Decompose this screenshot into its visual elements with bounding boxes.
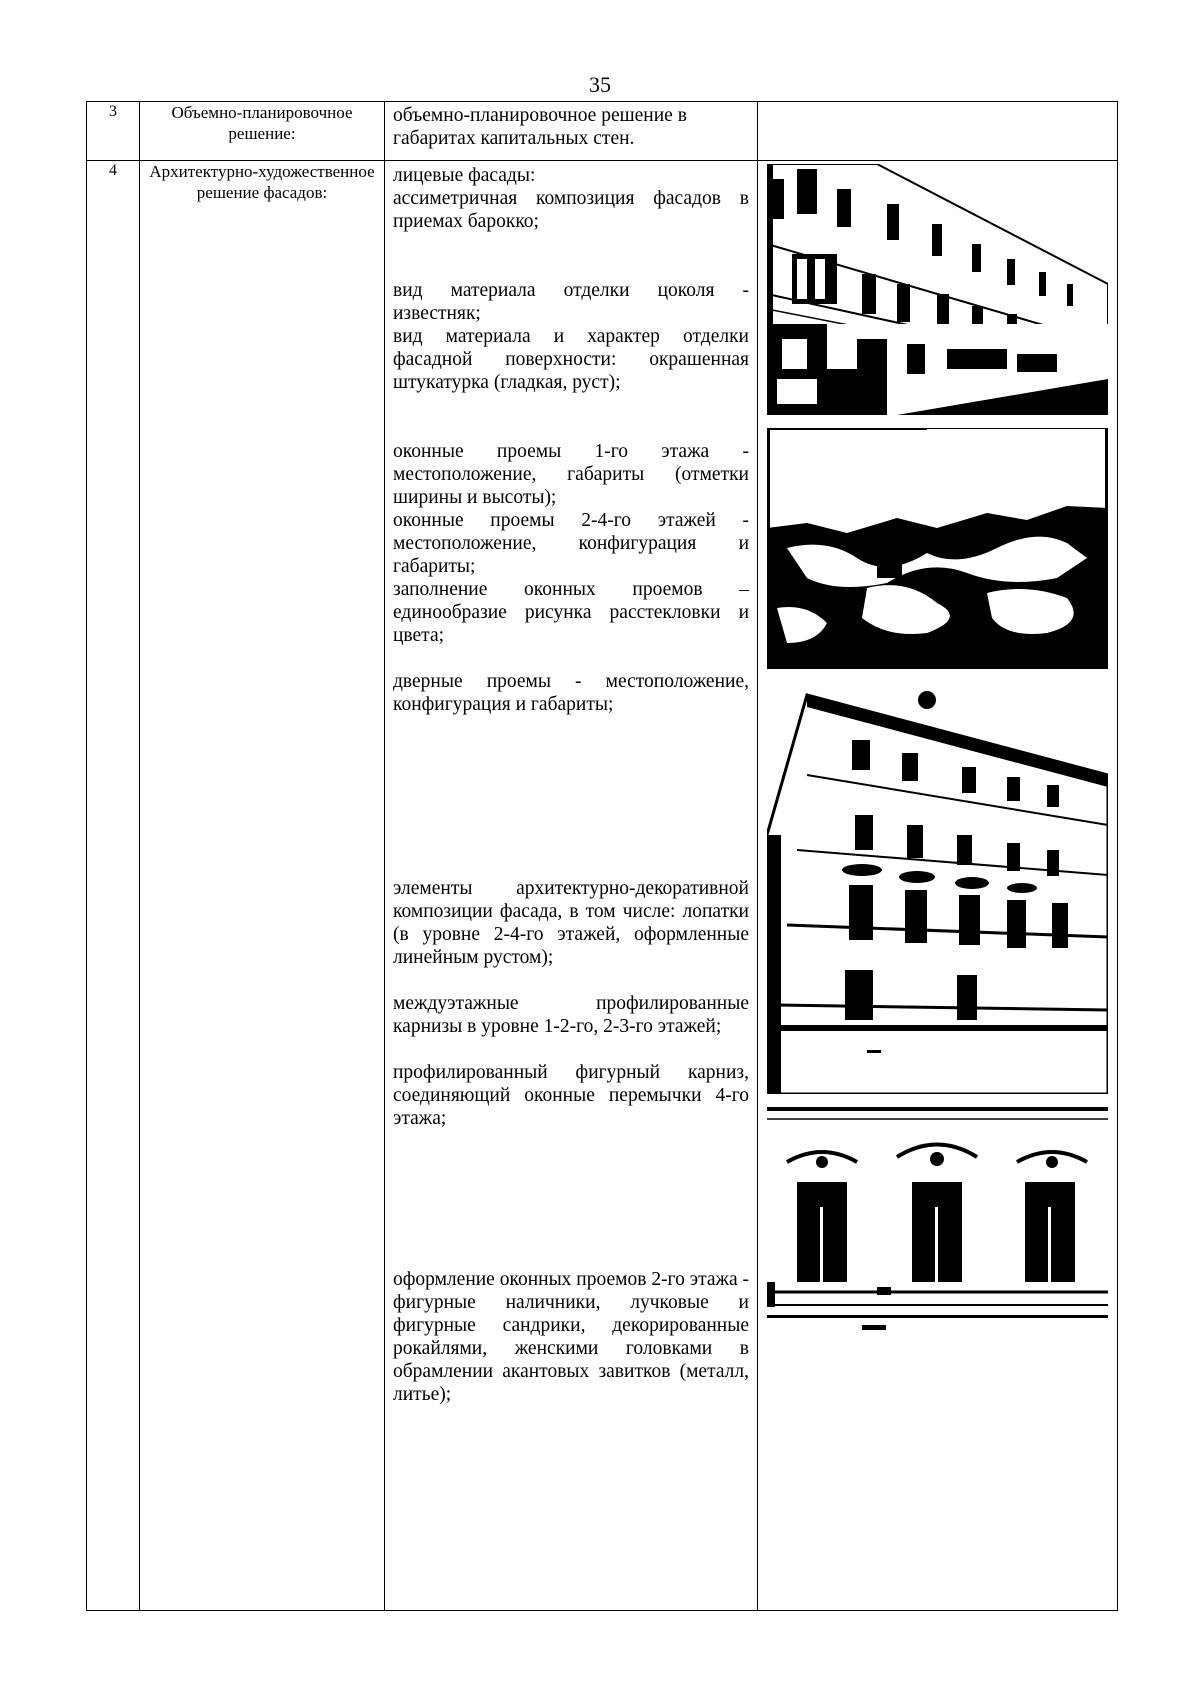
table-row: [87, 161, 1118, 1611]
description-paragraph: заполнение оконных проемов – единообразие рисунка расстекловки и цвета;: [393, 579, 749, 646]
description-paragraph: вид материала отделки цоколя - известняк;: [393, 280, 749, 324]
row-photo-cell: [758, 102, 1118, 161]
description-paragraph: оконные проемы 2-4-го этажей - местоположение, конфигурация и габариты;: [393, 510, 749, 577]
row-description-cell: [385, 161, 758, 1611]
row-title: Архитектурно-художественное решение фасадов:: [140, 161, 385, 1611]
window-surrounds-photo: [767, 1107, 1108, 1338]
row-description-cell: [385, 102, 758, 161]
description-paragraph: оконные проемы 1-го этажа - местоположение, габариты (отметки ширины и высоты);: [393, 441, 749, 508]
description-paragraph: элементы архитектурно-декоративной композиции фасада, в том числе: лопатки (в уровне 2-4-го этажей, оформленные линейным рустом);: [393, 878, 749, 968]
plinth-detail-photo: [767, 428, 1108, 669]
description-paragraph: ассиметричная композиция фасадов в приемах барокко;: [393, 188, 749, 232]
description-paragraph: междуэтажные профилированные карнизы в уровне 1-2-го, 2-3-го этажей;: [393, 993, 749, 1037]
description-paragraph: вид материала и характер отделки фасадной поверхности: окрашенная штукатурка (гладкая, руст);: [393, 326, 749, 393]
description-paragraph: дверные проемы - местоположение, конфигурация и габариты;: [393, 671, 749, 715]
row-number: 3: [87, 102, 140, 161]
corner-facade-photo: [767, 675, 1108, 1094]
description-paragraph: профилированный фигурный карниз, соединяющий оконные перемычки 4-го этажа;: [393, 1062, 749, 1129]
facade-street-photo: [767, 164, 1108, 415]
description-paragraph: оформление оконных проемов 2-го этажа - фигурные наличники, лучковые и фигурные сандрики, декорированные рокайлями, женскими головками в обрамлении акантовых завитков (металл, литье);: [393, 1269, 749, 1405]
row-title: Объемно-планировочное решение:: [140, 102, 385, 161]
table-row: [87, 102, 1118, 161]
row-number: 4: [87, 161, 140, 1611]
row-photo-cell: [758, 161, 1118, 1611]
page-number: 35: [589, 72, 611, 97]
facade-table: [86, 101, 1118, 1611]
row-description: объемно-планировочное решение в габаритах капитальных стен.: [393, 105, 687, 149]
description-paragraph: лицевые фасады:: [393, 165, 536, 186]
